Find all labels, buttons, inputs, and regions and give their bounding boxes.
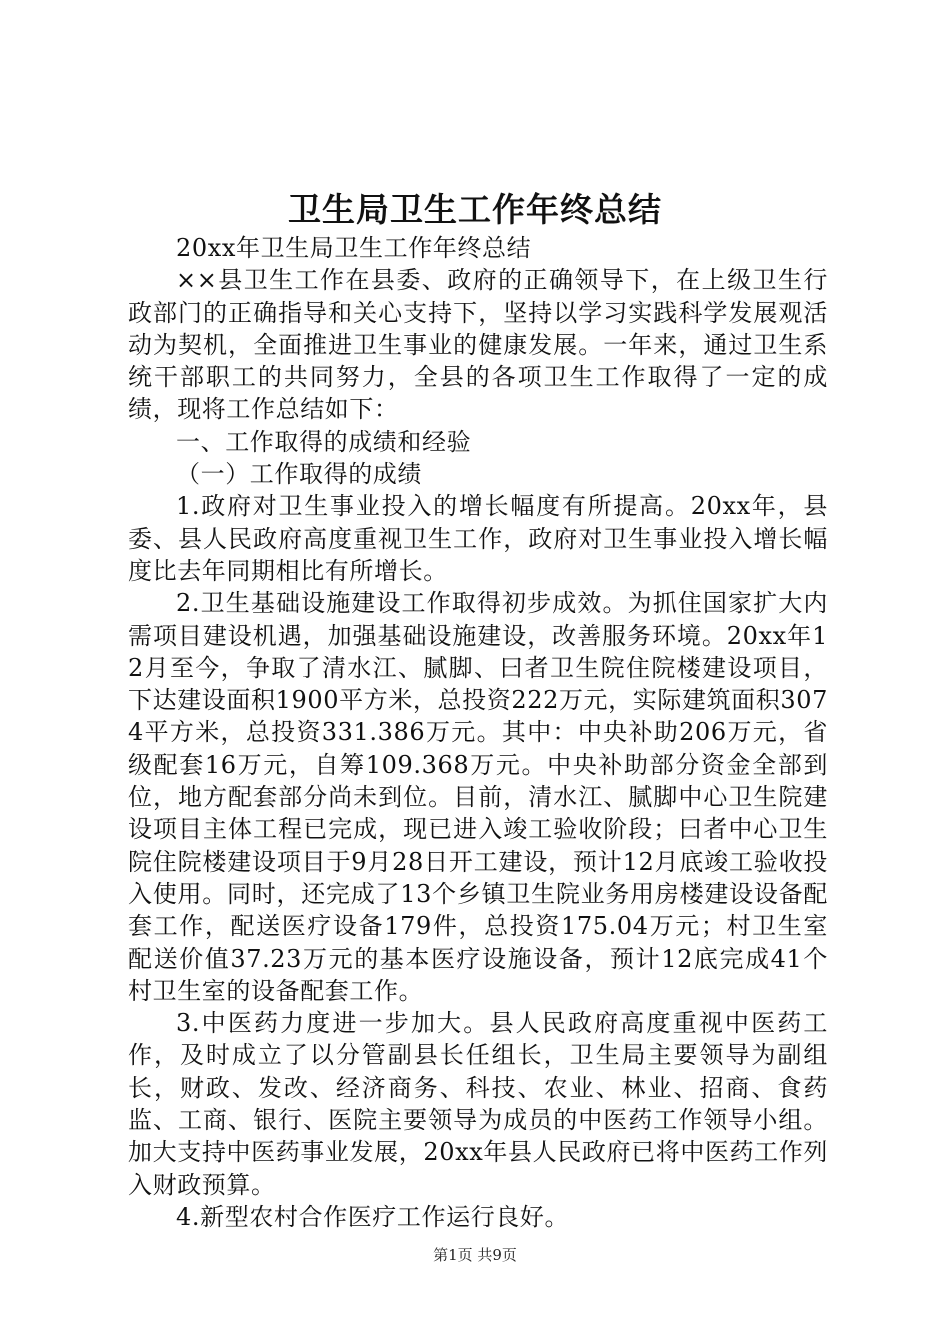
- document-body: [128, 232, 828, 1233]
- paragraph-item-1: 1.政府对卫生事业投入的增长幅度有所提高。20xx年，县委、县人民政府高度重视卫生工作，政府对卫生事业投入增长幅度比去年同期相比有所增长。: [128, 492, 828, 585]
- paragraph-item-3: 3.中医药力度进一步加大。县人民政府高度重视中医药工作，及时成立了以分管副县长任组长，卫生局主要领导为副组长，财政、发改、经济商务、科技、农业、林业、招商、食药监、工商、银行、医院主要领导为成员的中医药工作领导小组。加大支持中医药事业发展，20xx年县人民政府已将中医药工作列入财政预算。: [128, 1009, 828, 1199]
- heading-section-1: 一、工作取得的成绩和经验: [176, 427, 472, 456]
- page-number-footer: 第1页 共9页: [433, 1246, 517, 1264]
- heading-subsection-1: （一）工作取得的成绩: [176, 460, 422, 489]
- paragraph-intro: ××县卫生工作在县委、政府的正确领导下，在上级卫生行政部门的正确指导和关心支持下，坚持以学习实践科学发展观活动为契机，全面推进卫生事业的健康发展。一年来，通过卫生系统干部职工的共同努力，全县的各项卫生工作取得了一定的成绩，现将工作总结如下：: [128, 266, 828, 424]
- paragraph-subtitle: 20xx年卫生局卫生工作年终总结: [176, 234, 532, 262]
- document-title: 卫生局卫生工作年终总结: [288, 190, 662, 229]
- paragraph-item-2: 2.卫生基础设施建设工作取得初步成效。为抓住国家扩大内需项目建设机遇，加强基础设施建设，改善服务环境。20xx年12月至今，争取了清水江、腻脚、曰者卫生院住院楼建设项目，下达建设面积1900平方米，总投资222万元，实际建筑面积3074平方米，总投资331.386万元。其中：中央补助206万元，省级配套16万元，自筹109.368万元。中央补助部分资金全部到位，地方配套部分尚未到位。目前，清水江、腻脚中心卫生院建设项目主体工程已完成，现已进入竣工验收阶段；曰者中心卫生院住院楼建设项目于9月28日开工建设，预计12月底竣工验收投入使用。同时，还完成了13个乡镇卫生院业务用房楼建设设备配套工作，配送医疗设备179件，总投资175.04万元；村卫生室配送价值37.23万元的基本医疗设施设备，预计12底完成41个村卫生室的设备配套工作。: [128, 589, 828, 1005]
- paragraph-item-4: 4.新型农村合作医疗工作运行良好。: [176, 1202, 570, 1231]
